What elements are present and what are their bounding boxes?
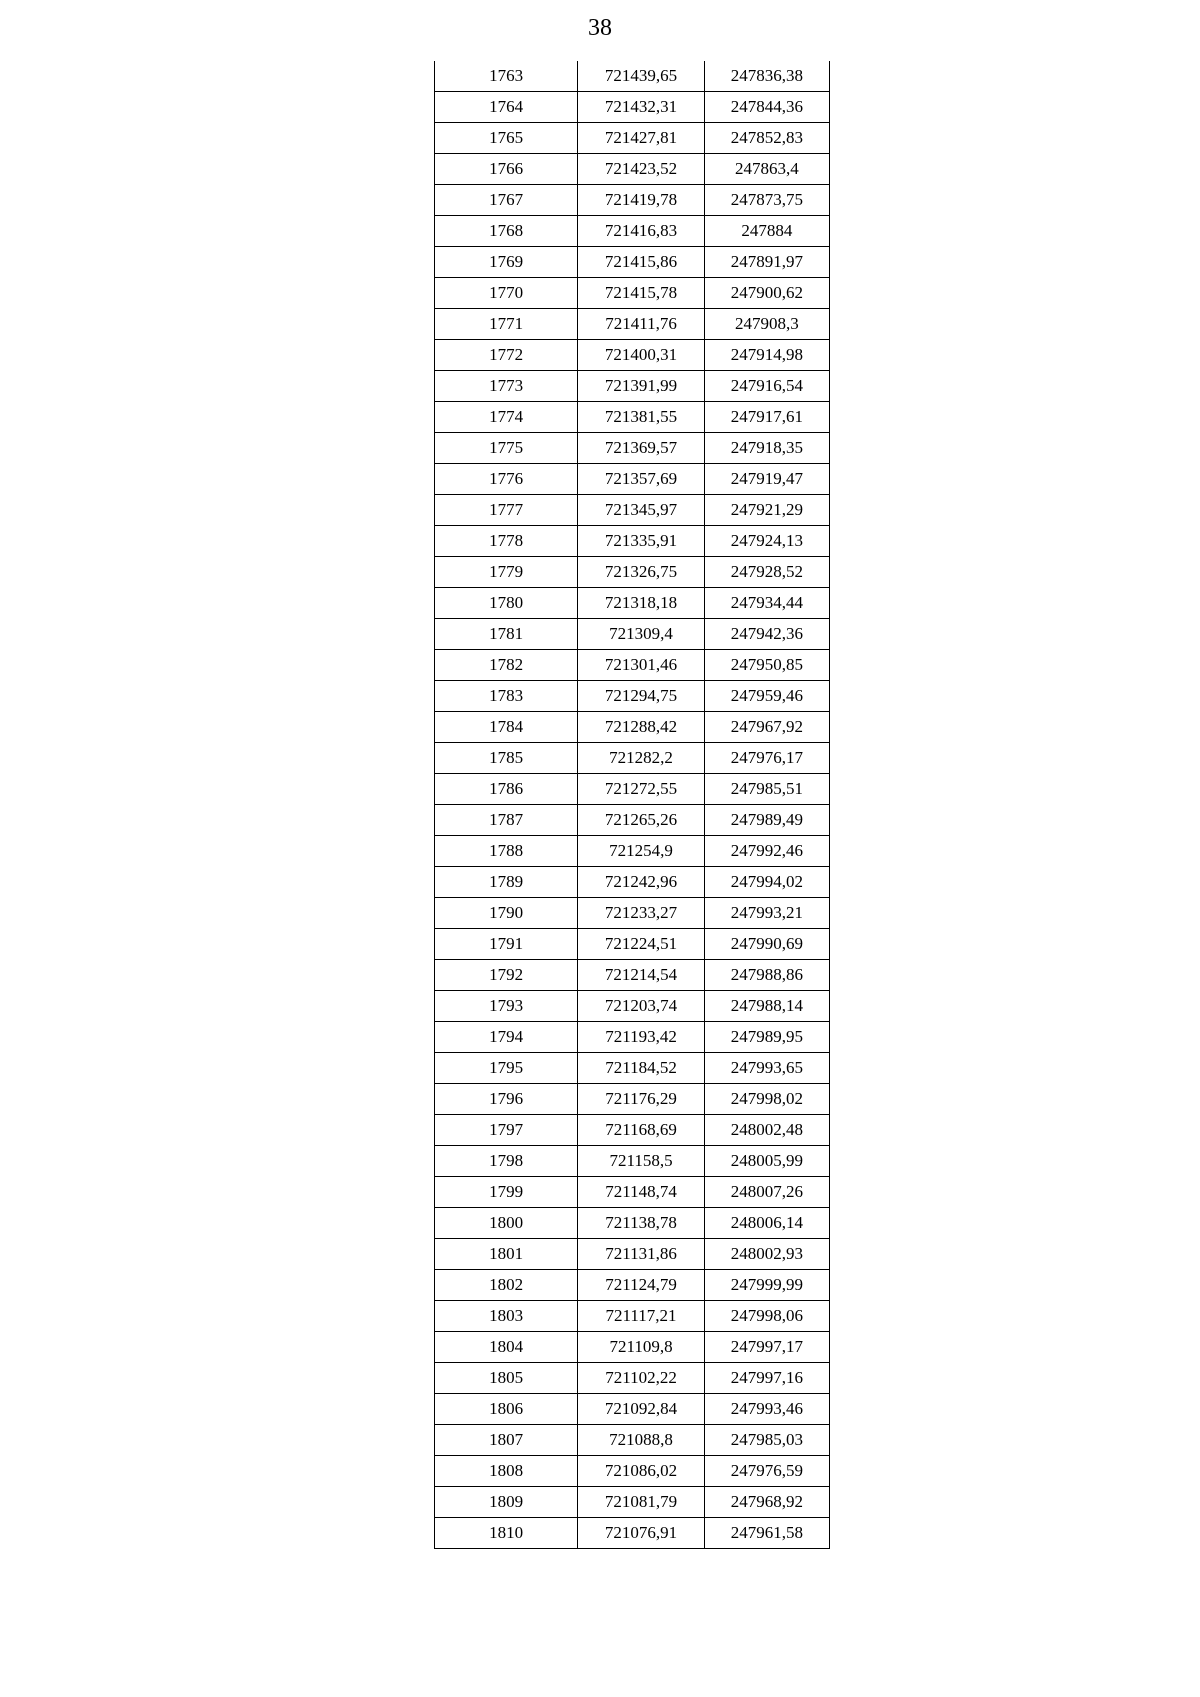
table-row: [435, 991, 830, 1022]
x-coordinate-cell: 721294,75: [578, 681, 704, 712]
y-coordinate-cell: 247998,06: [704, 1301, 829, 1332]
x-coordinate-cell: 721423,52: [578, 154, 704, 185]
y-coordinate-cell: 247934,44: [704, 588, 829, 619]
table-row: [435, 247, 830, 278]
table-row: [435, 340, 830, 371]
table-row: [435, 836, 830, 867]
y-coordinate-cell: 247950,85: [704, 650, 829, 681]
point-number-cell: 1801: [435, 1239, 578, 1270]
x-coordinate-cell: 721148,74: [578, 1177, 704, 1208]
x-coordinate-cell: 721318,18: [578, 588, 704, 619]
table-row: [435, 1239, 830, 1270]
y-coordinate-cell: 247989,49: [704, 805, 829, 836]
x-coordinate-cell: 721427,81: [578, 123, 704, 154]
point-number-cell: 1806: [435, 1394, 578, 1425]
point-number-cell: 1779: [435, 557, 578, 588]
point-number-cell: 1781: [435, 619, 578, 650]
point-number-cell: 1768: [435, 216, 578, 247]
point-number-cell: 1803: [435, 1301, 578, 1332]
table-row: [435, 495, 830, 526]
x-coordinate-cell: 721254,9: [578, 836, 704, 867]
table-row: [435, 1053, 830, 1084]
x-coordinate-cell: 721117,21: [578, 1301, 704, 1332]
x-coordinate-cell: 721439,65: [578, 61, 704, 92]
point-number-cell: 1777: [435, 495, 578, 526]
y-coordinate-cell: 247993,21: [704, 898, 829, 929]
x-coordinate-cell: 721301,46: [578, 650, 704, 681]
y-coordinate-cell: 247884: [704, 216, 829, 247]
x-coordinate-cell: 721415,78: [578, 278, 704, 309]
x-coordinate-cell: 721400,31: [578, 340, 704, 371]
table-row: [435, 1022, 830, 1053]
x-coordinate-cell: 721233,27: [578, 898, 704, 929]
table-row: [435, 61, 830, 92]
table-row: [435, 371, 830, 402]
table-row: [435, 1425, 830, 1456]
y-coordinate-cell: 248006,14: [704, 1208, 829, 1239]
point-number-cell: 1809: [435, 1487, 578, 1518]
table-row: [435, 1208, 830, 1239]
y-coordinate-cell: 247959,46: [704, 681, 829, 712]
y-coordinate-cell: 248005,99: [704, 1146, 829, 1177]
x-coordinate-cell: 721203,74: [578, 991, 704, 1022]
point-number-cell: 1784: [435, 712, 578, 743]
x-coordinate-cell: 721415,86: [578, 247, 704, 278]
x-coordinate-cell: 721176,29: [578, 1084, 704, 1115]
point-number-cell: 1807: [435, 1425, 578, 1456]
y-coordinate-cell: 247968,92: [704, 1487, 829, 1518]
coordinates-table-body: [435, 61, 830, 1549]
x-coordinate-cell: 721272,55: [578, 774, 704, 805]
table-row: [435, 1518, 830, 1549]
x-coordinate-cell: 721432,31: [578, 92, 704, 123]
y-coordinate-cell: 247852,83: [704, 123, 829, 154]
x-coordinate-cell: 721076,91: [578, 1518, 704, 1549]
point-number-cell: 1799: [435, 1177, 578, 1208]
x-coordinate-cell: 721345,97: [578, 495, 704, 526]
table-row: [435, 805, 830, 836]
y-coordinate-cell: 247908,3: [704, 309, 829, 340]
y-coordinate-cell: 247863,4: [704, 154, 829, 185]
coordinates-table: [434, 61, 830, 1549]
table-row: [435, 402, 830, 433]
x-coordinate-cell: 721265,26: [578, 805, 704, 836]
point-number-cell: 1780: [435, 588, 578, 619]
x-coordinate-cell: 721288,42: [578, 712, 704, 743]
table-row: [435, 526, 830, 557]
table-row: [435, 898, 830, 929]
point-number-cell: 1808: [435, 1456, 578, 1487]
table-row: [435, 1332, 830, 1363]
x-coordinate-cell: 721092,84: [578, 1394, 704, 1425]
y-coordinate-cell: 247990,69: [704, 929, 829, 960]
y-coordinate-cell: 247976,17: [704, 743, 829, 774]
y-coordinate-cell: 247967,92: [704, 712, 829, 743]
table-row: [435, 185, 830, 216]
point-number-cell: 1791: [435, 929, 578, 960]
y-coordinate-cell: 247997,17: [704, 1332, 829, 1363]
y-coordinate-cell: 247961,58: [704, 1518, 829, 1549]
x-coordinate-cell: 721214,54: [578, 960, 704, 991]
table-row: [435, 1270, 830, 1301]
point-number-cell: 1764: [435, 92, 578, 123]
y-coordinate-cell: 247999,99: [704, 1270, 829, 1301]
y-coordinate-cell: 247989,95: [704, 1022, 829, 1053]
table-row: [435, 309, 830, 340]
x-coordinate-cell: 721416,83: [578, 216, 704, 247]
point-number-cell: 1789: [435, 867, 578, 898]
y-coordinate-cell: 248002,93: [704, 1239, 829, 1270]
point-number-cell: 1796: [435, 1084, 578, 1115]
x-coordinate-cell: 721369,57: [578, 433, 704, 464]
point-number-cell: 1766: [435, 154, 578, 185]
y-coordinate-cell: 247988,14: [704, 991, 829, 1022]
y-coordinate-cell: 248007,26: [704, 1177, 829, 1208]
x-coordinate-cell: 721088,8: [578, 1425, 704, 1456]
x-coordinate-cell: 721411,76: [578, 309, 704, 340]
x-coordinate-cell: 721419,78: [578, 185, 704, 216]
x-coordinate-cell: 721138,78: [578, 1208, 704, 1239]
table-row: [435, 123, 830, 154]
point-number-cell: 1769: [435, 247, 578, 278]
y-coordinate-cell: 247998,02: [704, 1084, 829, 1115]
point-number-cell: 1786: [435, 774, 578, 805]
y-coordinate-cell: 247993,46: [704, 1394, 829, 1425]
table-row: [435, 433, 830, 464]
table-row: [435, 464, 830, 495]
table-row: [435, 278, 830, 309]
point-number-cell: 1782: [435, 650, 578, 681]
x-coordinate-cell: 721309,4: [578, 619, 704, 650]
x-coordinate-cell: 721193,42: [578, 1022, 704, 1053]
point-number-cell: 1788: [435, 836, 578, 867]
y-coordinate-cell: 247918,35: [704, 433, 829, 464]
table-row: [435, 557, 830, 588]
x-coordinate-cell: 721109,8: [578, 1332, 704, 1363]
x-coordinate-cell: 721224,51: [578, 929, 704, 960]
point-number-cell: 1804: [435, 1332, 578, 1363]
table-row: [435, 1301, 830, 1332]
x-coordinate-cell: 721335,91: [578, 526, 704, 557]
table-row: [435, 1146, 830, 1177]
y-coordinate-cell: 247891,97: [704, 247, 829, 278]
y-coordinate-cell: 247992,46: [704, 836, 829, 867]
x-coordinate-cell: 721124,79: [578, 1270, 704, 1301]
table-row: [435, 1177, 830, 1208]
point-number-cell: 1783: [435, 681, 578, 712]
y-coordinate-cell: 247916,54: [704, 371, 829, 402]
point-number-cell: 1767: [435, 185, 578, 216]
point-number-cell: 1770: [435, 278, 578, 309]
point-number-cell: 1802: [435, 1270, 578, 1301]
table-row: [435, 1115, 830, 1146]
table-row: [435, 960, 830, 991]
y-coordinate-cell: 247928,52: [704, 557, 829, 588]
point-number-cell: 1798: [435, 1146, 578, 1177]
point-number-cell: 1800: [435, 1208, 578, 1239]
y-coordinate-cell: 247873,75: [704, 185, 829, 216]
x-coordinate-cell: 721381,55: [578, 402, 704, 433]
point-number-cell: 1810: [435, 1518, 578, 1549]
y-coordinate-cell: 247924,13: [704, 526, 829, 557]
y-coordinate-cell: 247985,03: [704, 1425, 829, 1456]
point-number-cell: 1797: [435, 1115, 578, 1146]
table-row: [435, 154, 830, 185]
point-number-cell: 1787: [435, 805, 578, 836]
table-row: [435, 743, 830, 774]
y-coordinate-cell: 247976,59: [704, 1456, 829, 1487]
table-row: [435, 92, 830, 123]
table-row: [435, 588, 830, 619]
y-coordinate-cell: 247993,65: [704, 1053, 829, 1084]
y-coordinate-cell: 247942,36: [704, 619, 829, 650]
y-coordinate-cell: 247836,38: [704, 61, 829, 92]
y-coordinate-cell: 247900,62: [704, 278, 829, 309]
y-coordinate-cell: 247988,86: [704, 960, 829, 991]
table-row: [435, 681, 830, 712]
table-row: [435, 650, 830, 681]
y-coordinate-cell: 247985,51: [704, 774, 829, 805]
table-row: [435, 712, 830, 743]
x-coordinate-cell: 721086,02: [578, 1456, 704, 1487]
page-number: 38: [588, 15, 612, 41]
point-number-cell: 1785: [435, 743, 578, 774]
table-row: [435, 619, 830, 650]
y-coordinate-cell: 247994,02: [704, 867, 829, 898]
point-number-cell: 1793: [435, 991, 578, 1022]
point-number-cell: 1792: [435, 960, 578, 991]
point-number-cell: 1790: [435, 898, 578, 929]
x-coordinate-cell: 721242,96: [578, 867, 704, 898]
x-coordinate-cell: 721357,69: [578, 464, 704, 495]
x-coordinate-cell: 721102,22: [578, 1363, 704, 1394]
table-row: [435, 216, 830, 247]
point-number-cell: 1772: [435, 340, 578, 371]
point-number-cell: 1776: [435, 464, 578, 495]
point-number-cell: 1774: [435, 402, 578, 433]
point-number-cell: 1775: [435, 433, 578, 464]
y-coordinate-cell: 247844,36: [704, 92, 829, 123]
x-coordinate-cell: 721081,79: [578, 1487, 704, 1518]
y-coordinate-cell: 247997,16: [704, 1363, 829, 1394]
y-coordinate-cell: 247919,47: [704, 464, 829, 495]
point-number-cell: 1773: [435, 371, 578, 402]
y-coordinate-cell: 247921,29: [704, 495, 829, 526]
point-number-cell: 1778: [435, 526, 578, 557]
x-coordinate-cell: 721158,5: [578, 1146, 704, 1177]
table-row: [435, 867, 830, 898]
x-coordinate-cell: 721282,2: [578, 743, 704, 774]
x-coordinate-cell: 721184,52: [578, 1053, 704, 1084]
y-coordinate-cell: 248002,48: [704, 1115, 829, 1146]
table-row: [435, 1084, 830, 1115]
y-coordinate-cell: 247917,61: [704, 402, 829, 433]
point-number-cell: 1763: [435, 61, 578, 92]
point-number-cell: 1805: [435, 1363, 578, 1394]
x-coordinate-cell: 721391,99: [578, 371, 704, 402]
y-coordinate-cell: 247914,98: [704, 340, 829, 371]
point-number-cell: 1794: [435, 1022, 578, 1053]
x-coordinate-cell: 721131,86: [578, 1239, 704, 1270]
point-number-cell: 1765: [435, 123, 578, 154]
table-row: [435, 1456, 830, 1487]
table-row: [435, 1487, 830, 1518]
x-coordinate-cell: 721168,69: [578, 1115, 704, 1146]
table-row: [435, 1363, 830, 1394]
point-number-cell: 1795: [435, 1053, 578, 1084]
table-row: [435, 1394, 830, 1425]
table-row: [435, 929, 830, 960]
x-coordinate-cell: 721326,75: [578, 557, 704, 588]
point-number-cell: 1771: [435, 309, 578, 340]
table-row: [435, 774, 830, 805]
